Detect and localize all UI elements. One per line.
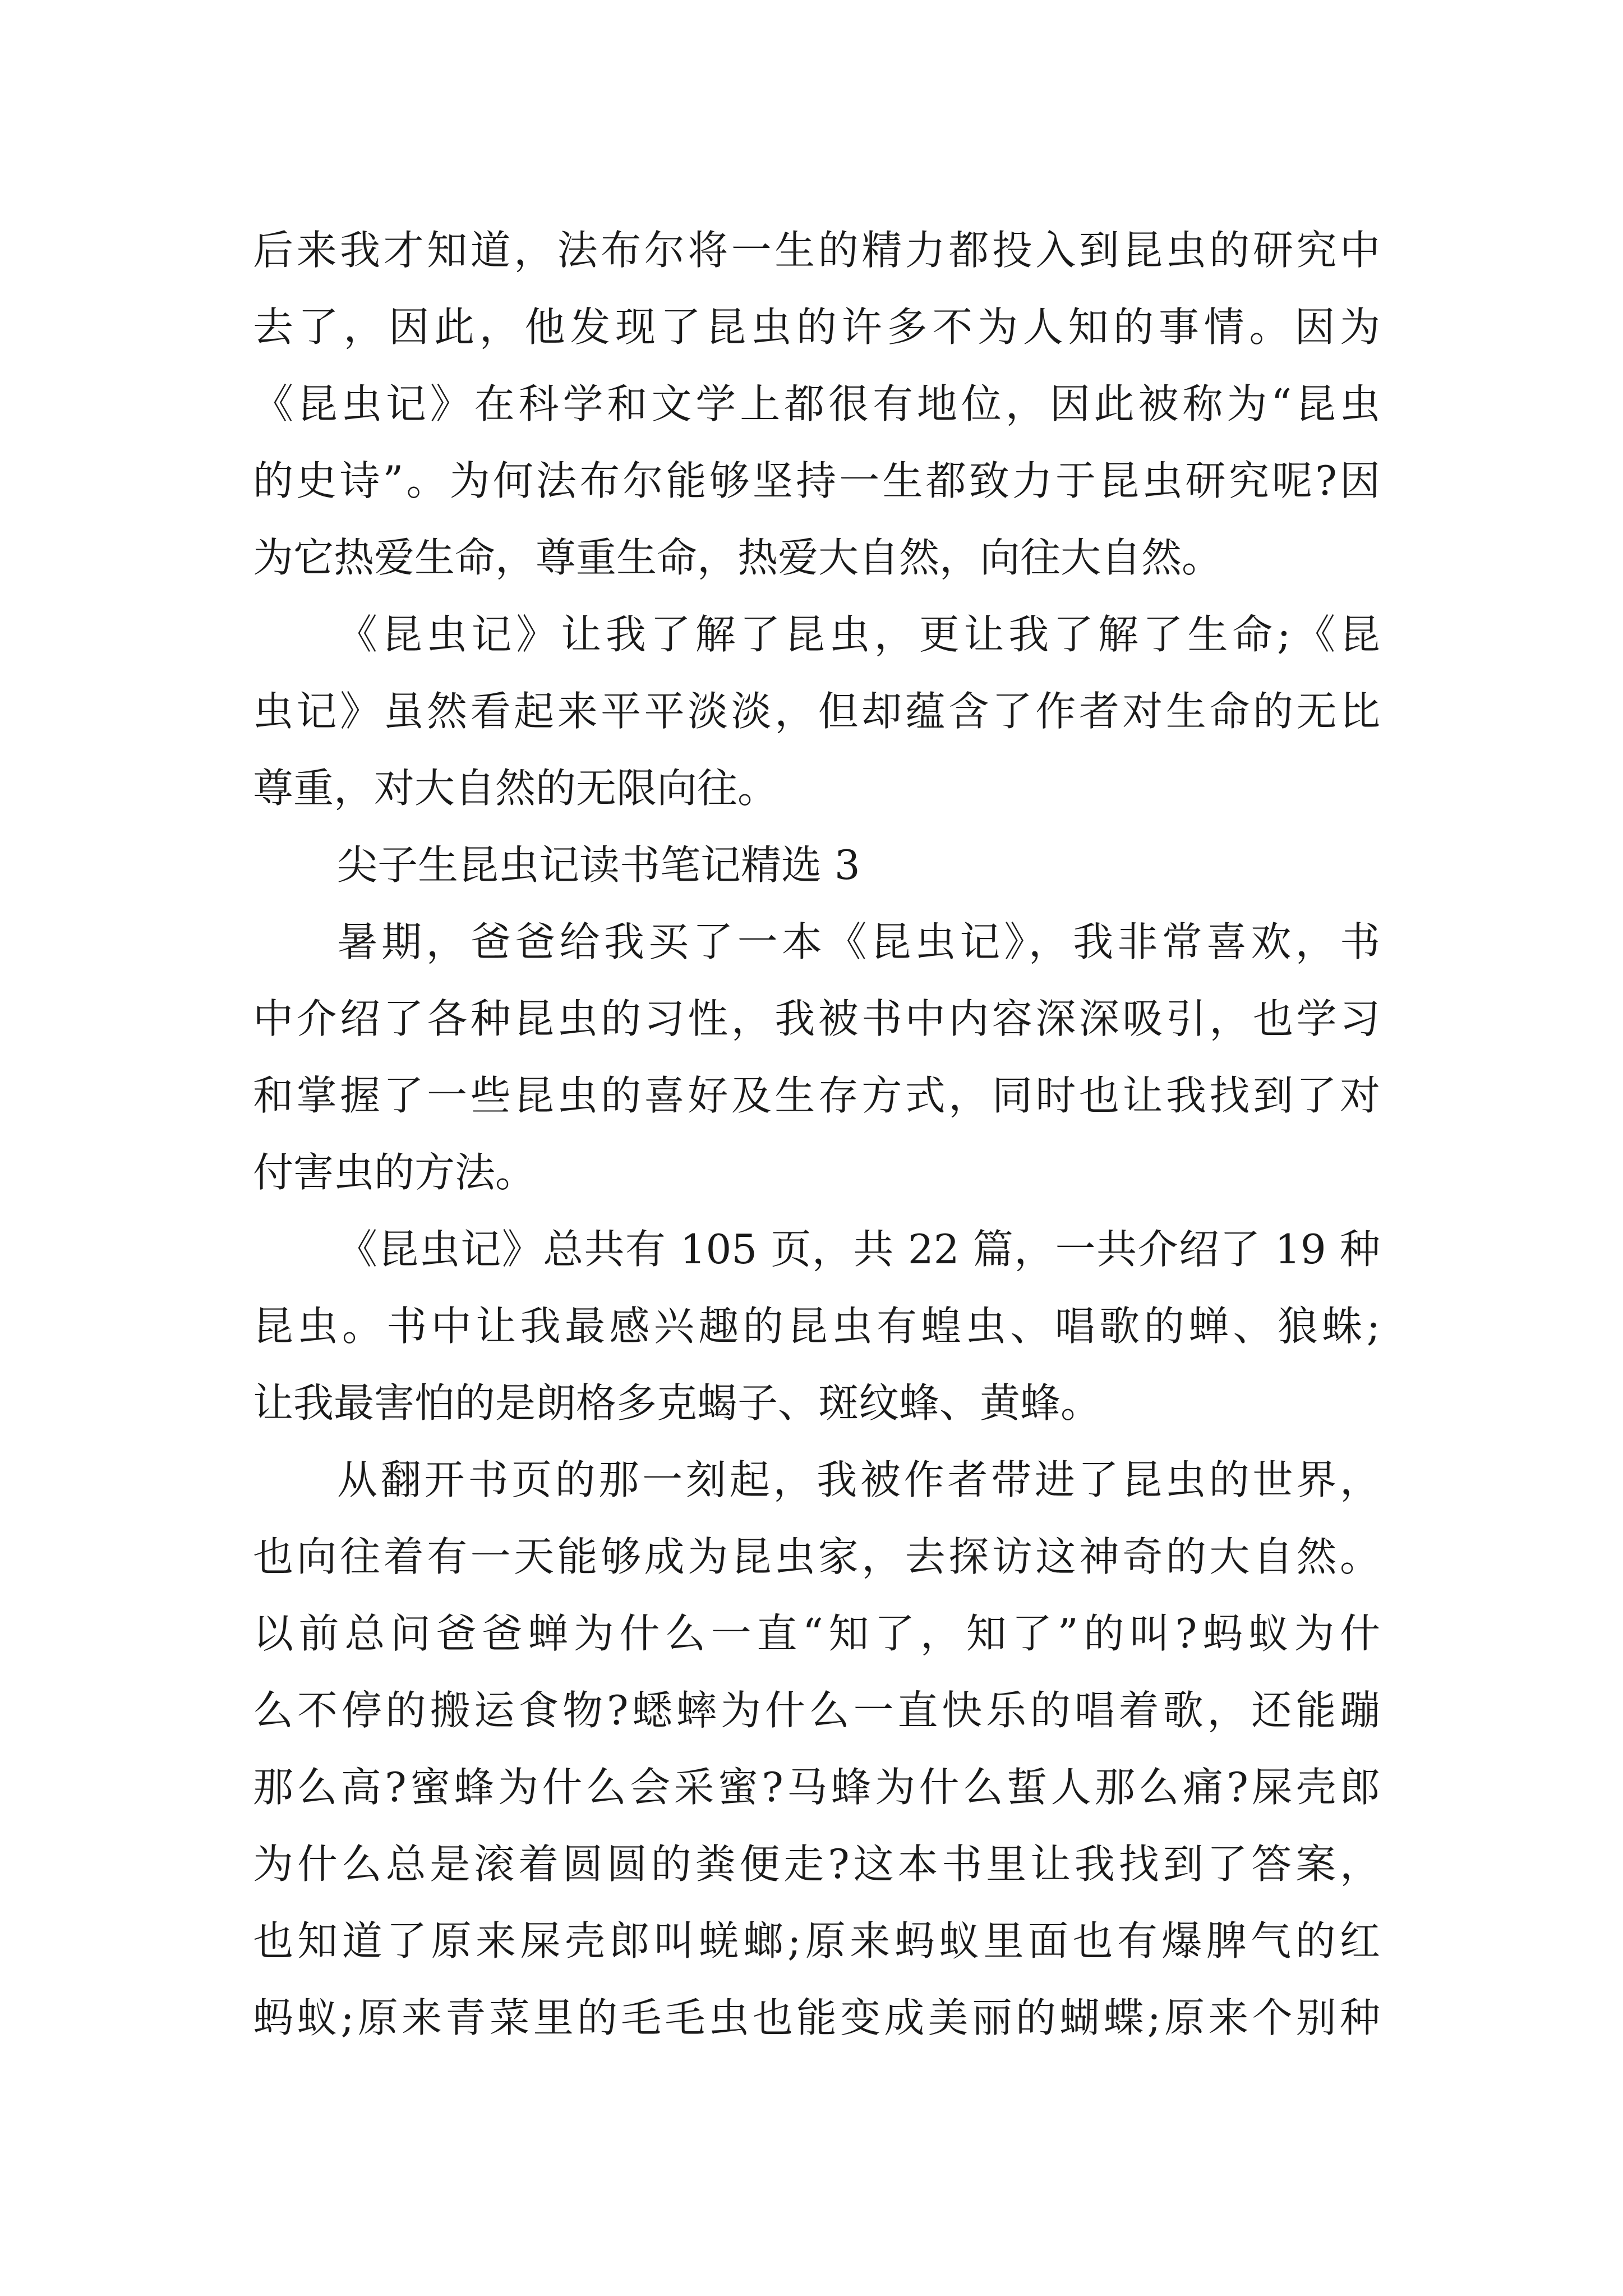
paragraph-first-line: 《昆虫记》让我了解了昆虫，更让我了解了生命;《昆 — [337, 611, 1380, 658]
text-line: 让我最害怕的是朗格多克蝎子、斑纹蜂、黄蜂。 — [253, 1379, 1101, 1427]
text-line: 去了，因此，他发现了昆虫的许多不为人知的事情。因为 — [253, 303, 1380, 351]
text-line: 也向往着有一天能够成为昆虫家，去探访这神奇的大自然。 — [253, 1533, 1380, 1580]
text-line: 的史诗”。为何法布尔能够坚持一生都致力于昆虫研究呢?因 — [253, 457, 1380, 504]
body-text — [253, 212, 1380, 2056]
text-line: 和掌握了一些昆虫的喜好及生存方式，同时也让我找到了对 — [253, 1072, 1380, 1119]
text-line: 虫记》虽然看起来平平淡淡，但却蕴含了作者对生命的无比 — [253, 688, 1380, 735]
paragraph-first-line: 《昆虫记》总共有 105 页，共 22 篇，一共介绍了 19 种 — [337, 1226, 1380, 1273]
text-line: 后来我才知道，法布尔将一生的精力都投入到昆虫的研究中 — [253, 227, 1380, 274]
text-line: 昆虫。书中让我最感兴趣的昆虫有蝗虫、唱歌的蝉、狼蛛; — [253, 1303, 1380, 1350]
text-line: 也知道了原来屎壳郎叫蜣螂;原来蚂蚁里面也有爆脾气的红 — [253, 1917, 1380, 1964]
text-line: 中介绍了各种昆虫的习性，我被书中内容深深吸引，也学习 — [253, 995, 1380, 1042]
text-line: 付害虫的方法。 — [253, 1149, 536, 1196]
text-line: 么不停的搬运食物?蟋蟀为什么一直快乐的唱着歌，还能蹦 — [253, 1687, 1380, 1734]
text-line: 那么高?蜜蜂为什么会采蜜?马蜂为什么蜇人那么痛?屎壳郎 — [253, 1764, 1380, 1811]
text-line: 为它热爱生命，尊重生命，热爱大自然，向往大自然。 — [253, 534, 1223, 581]
section-heading: 尖子生昆虫记读书笔记精选 3 — [337, 841, 860, 889]
paragraph-first-line: 暑期，爸爸给我买了一本《昆虫记》，我非常喜欢，书 — [337, 918, 1380, 965]
text-line: 《昆虫记》在科学和文学上都很有地位，因此被称为“昆虫 — [253, 380, 1380, 427]
text-line: 为什么总是滚着圆圆的粪便走?这本书里让我找到了答案， — [253, 1841, 1380, 1888]
paragraph-first-line: 从翻开书页的那一刻起，我被作者带进了昆虫的世界， — [337, 1456, 1380, 1503]
text-line: 蚂蚁;原来青菜里的毛毛虫也能变成美丽的蝴蝶;原来个别种 — [253, 1994, 1380, 2041]
text-line: 以前总问爸爸蝉为什么一直“知了，知了”的叫?蚂蚁为什 — [253, 1610, 1380, 1657]
text-line: 尊重，对大自然的无限向往。 — [253, 765, 778, 812]
